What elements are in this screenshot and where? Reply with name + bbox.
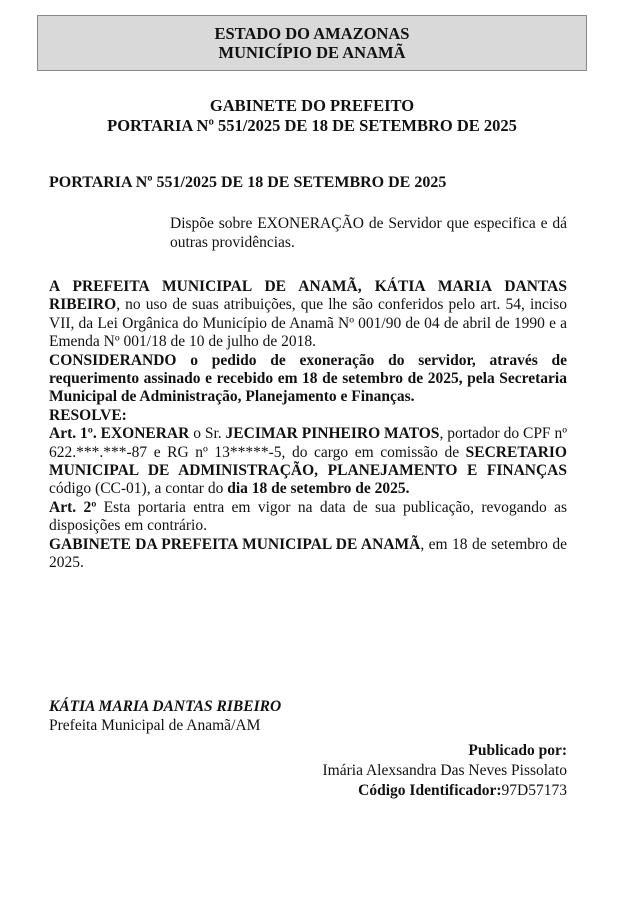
paragraph-considerando: CONSIDERANDO o pedido de exoneração do servidor, através de requerimento assinado e recebido em 18 de setembro de 2025, pela Secretaria Municipal de Administração, Planejamento e Finanças. (49, 351, 567, 406)
art1-text-1: o Sr. (189, 425, 226, 443)
title-office: GABINETE DO PREFEITO (209, 96, 415, 115)
closing-paragraph (49, 536, 567, 573)
signatory-name: KÁTIA MARIA DANTAS RIBEIRO (49, 698, 282, 715)
art1-role: SECRETARIO MUNICIPAL DE ADMINISTRAÇÃO, PLANEJAMENTO E FINANÇAS (49, 443, 567, 480)
signature-block (49, 697, 569, 735)
closing-date: , em 18 de setembro de 2025. (49, 535, 567, 572)
closing-office: GABINETE DA PREFEITA MUNICIPAL DE ANAMÃ (49, 535, 421, 553)
identifier-line (167, 781, 567, 801)
resolve-heading: RESOLVE: (49, 406, 127, 424)
art1-text-2: , portador do CPF nº 622.***.***-87 e RG nº 13*****-5, do cargo em comissão de (49, 425, 567, 461)
header-municipality: MUNICÍPIO DE ANAMÃ (218, 43, 406, 62)
paragraph-authority (49, 278, 567, 352)
document-title (37, 96, 587, 136)
art1-date: dia 18 de setembro de 2025. (227, 480, 410, 498)
identifier-code: 97D57173 (501, 782, 567, 799)
article-1 (49, 425, 567, 499)
header-banner (37, 15, 587, 71)
ementa-summary: Dispõe sobre EXONERAÇÃO de Servidor que especifica e dá outras providências. (170, 215, 567, 251)
art1-label: Art. 1º. EXONERAR (49, 425, 190, 443)
authority-text: , no uso de suas atribuições, que lhe são conferidos pelo art. 54, inciso VII, da Lei Orgânica do Município de Anamã Nº 001/90 de 04 de abril de 1990 e a Emenda Nº 001/18 de 10 de julho de 2018. (49, 296, 567, 351)
portaria-heading: PORTARIA Nº 551/2025 DE 18 DE SETEMBRO DE 2025 (49, 174, 447, 191)
header-state: ESTADO DO AMAZONAS (214, 24, 410, 43)
publisher-name: Imária Alexsandra Das Neves Pissolato (322, 762, 567, 779)
document-body (49, 278, 567, 573)
mayor-name-bold: A PREFEITA MUNICIPAL DE ANAMÃ, KÁTIA MARIA DANTAS RIBEIRO (49, 278, 567, 314)
identifier-label: Código Identificador: (358, 782, 502, 799)
signatory-role: Prefeita Municipal de Anamã/AM (49, 717, 261, 734)
art1-employee-name: JECIMAR PINHEIRO MATOS (225, 425, 440, 443)
article-2 (49, 499, 567, 536)
art2-label: Art. 2º (49, 498, 97, 516)
art1-text-3: código (CC-01), a contar do (49, 480, 228, 498)
publication-info (167, 741, 567, 801)
title-portaria: PORTARIA Nº 551/2025 DE 18 DE SETEMBRO DE 2025 (107, 116, 517, 135)
art2-text: Esta portaria entra em vigor na data de sua publicação, revogando as disposições em contrário. (49, 498, 567, 535)
published-by-label: Publicado por: (468, 742, 567, 759)
